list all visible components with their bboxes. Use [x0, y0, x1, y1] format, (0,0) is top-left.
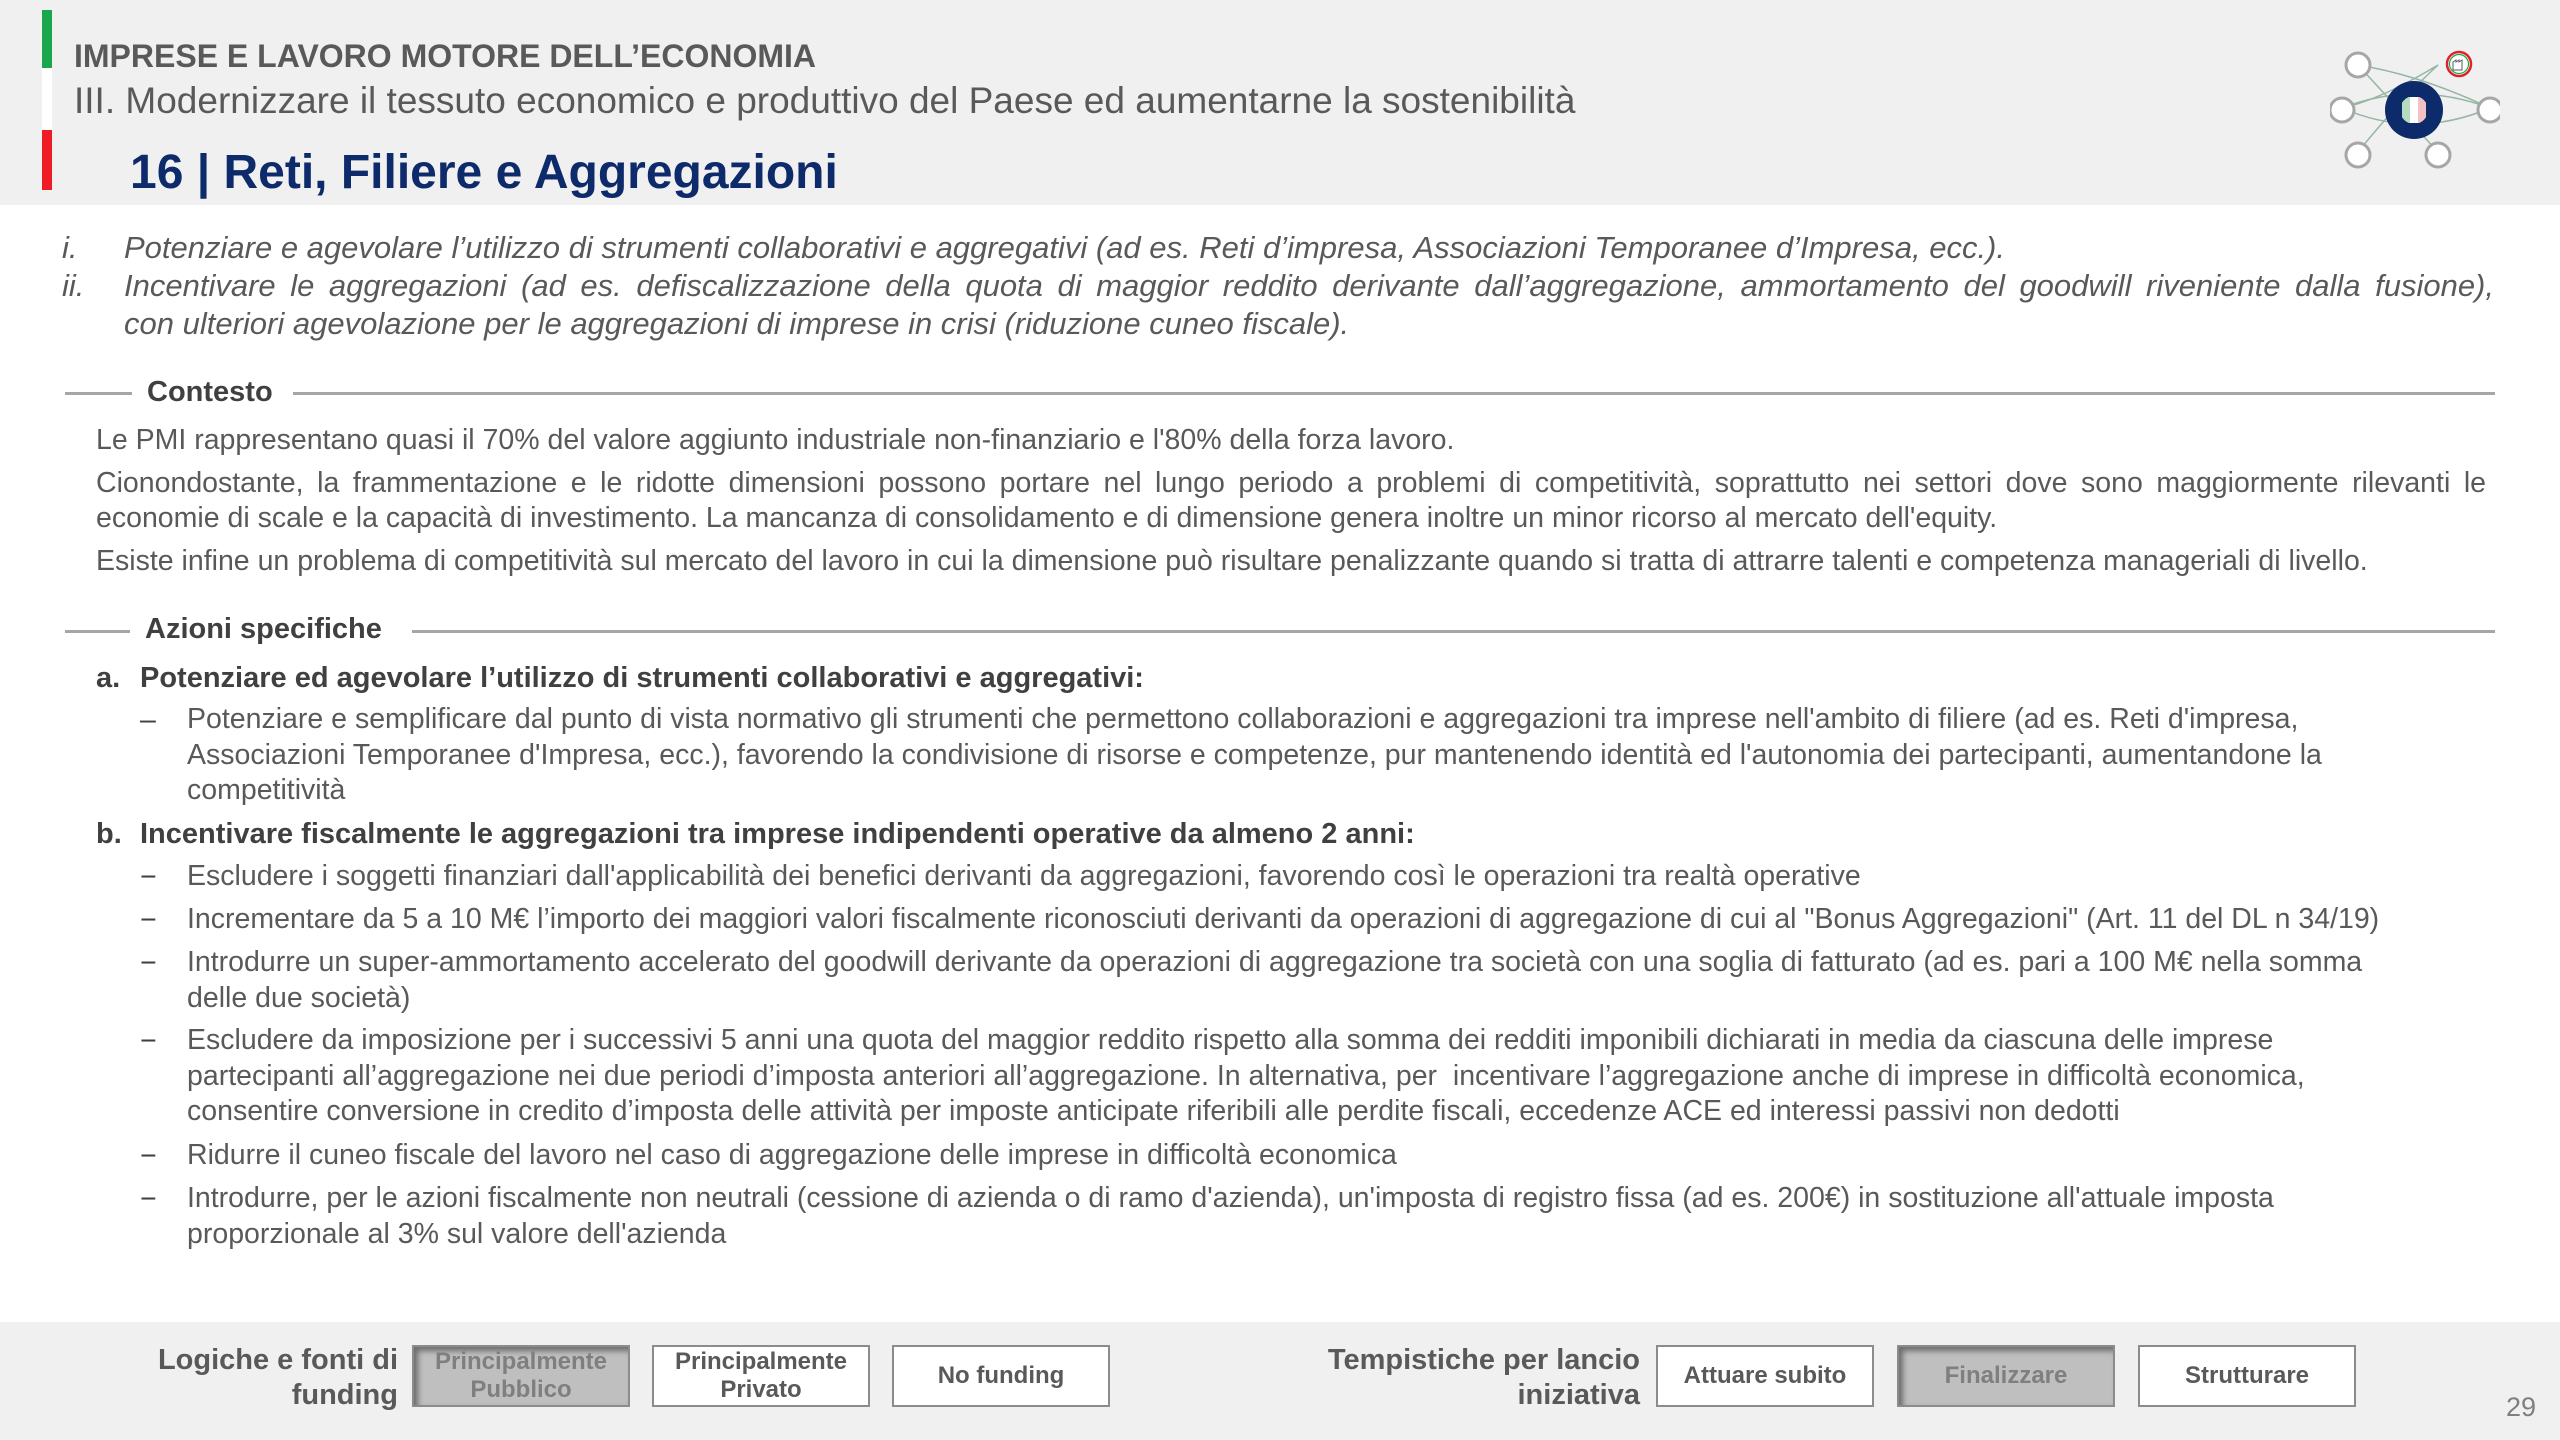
objective-number: ii.	[62, 268, 85, 303]
network-node	[2330, 98, 2354, 122]
page-number: 29	[2506, 1392, 2537, 1422]
action-item	[187, 1023, 2487, 1130]
objective-text-continued: con ulteriori agevolazione per le aggregazioni di imprese in crisi (riduzione cuneo fiscale).	[124, 306, 1350, 341]
option-label: Attuare subito	[1683, 1362, 1847, 1389]
flag-stripe-red	[42, 130, 52, 190]
action-item-line: Ridurre il cuneo fiscale del lavoro nel caso di aggregazione delle imprese in difficoltà economica	[187, 1139, 1397, 1171]
dash-bullet: −	[140, 1140, 157, 1172]
section-divider	[65, 630, 2495, 633]
timing-label-line: iniziativa	[1517, 1379, 1640, 1411]
action-item	[187, 1181, 2487, 1252]
timing-option-finalizzare[interactable]	[1897, 1345, 2115, 1407]
option-label: No funding	[937, 1362, 1065, 1389]
option-label: Strutturare	[2184, 1362, 2310, 1389]
action-item-line: competitività	[187, 774, 346, 806]
objective-text: Potenziare e agevolare l’utilizzo di strumenti collaborativi e aggregativi (ad es. Reti d’impresa, Associazioni Temporanee d’Impresa, ecc.).	[124, 230, 2005, 265]
action-item-line: consentire conversione in credito d’imposta delle attività per imposte anticipate riferibili alle perdite fiscali, eccedenze ACE ed interessi passivi non dedotti	[187, 1095, 2120, 1127]
timing-label-line: Tempistiche per lancio	[1327, 1344, 1640, 1376]
action-item-line: Associazioni Temporanee d'Impresa, ecc.), favorendo la condivisione di risorse e competenze, pur mantenendo identità ed l'autonomia dei partecipanti, aumentandone la	[187, 738, 2322, 771]
section-subtitle: III. Modernizzare il tessuto economico e produttivo del Paese ed aumentarne la sostenibilità	[74, 80, 1576, 121]
action-item-line: delle due società)	[187, 981, 411, 1014]
section-divider	[65, 392, 2495, 395]
action-letter: a.	[96, 662, 121, 694]
network-node	[2346, 53, 2370, 77]
option-label-line: Principalmente	[434, 1348, 608, 1375]
factory-node	[2447, 52, 2471, 76]
action-item-line: Escludere da imposizione per i successivi 5 anni una quota del maggior reddito rispetto alla somma dei redditi imponibili dichiarati in media da ciascuna delle imprese	[187, 1024, 2274, 1056]
section-heading-azioni: Azioni specifiche	[130, 613, 412, 646]
option-label-line: Principalmente	[674, 1348, 848, 1375]
action-item	[187, 702, 2487, 809]
network-node	[2478, 98, 2500, 122]
action-item-line: Introdurre, per le azioni fiscalmente non neutrali (cessione di azienda o di ramo d'azienda), un'imposta di registro fissa (ad es. 200€) in sostituzione all'attuale imposta	[187, 1182, 2274, 1214]
action-item-line: Escludere i soggetti finanziari dall'applicabilità dei benefici derivanti da aggregazioni, favorendo così le operazioni tra realtà operative	[187, 860, 1861, 892]
action-item-line: Incrementare da 5 a 10 M€ l’importo dei maggiori valori fiscalmente riconosciuti derivanti da operazioni di aggregazione di cui al "Bonus Aggregazioni" (Art. 11 del DL n 34/19)	[187, 903, 2380, 935]
section-heading-contesto: Contesto	[132, 376, 293, 409]
action-item-line: Potenziare e semplificare dal punto di vista normativo gli strumenti che permettono collaborazioni e aggregazioni tra imprese nell'ambito di filiere (ad es. Reti d'impresa,	[187, 703, 2299, 735]
action-letter: b.	[96, 818, 122, 850]
option-label-line: Privato	[720, 1376, 802, 1403]
timing-option-attuare-subito[interactable]	[1656, 1345, 1874, 1407]
action-heading: Incentivare fiscalmente le aggregazioni tra imprese indipendenti operative da almeno 2 anni:	[140, 818, 1415, 850]
option-label: Finalizzare	[1944, 1362, 2068, 1389]
dash-bullet: −	[140, 1025, 157, 1057]
funding-label-line: Logiche e fonti di	[157, 1344, 398, 1376]
funding-option-no-funding[interactable]	[892, 1345, 1110, 1407]
option-label-line: Pubblico	[470, 1376, 572, 1403]
action-item-line: Introdurre un super-ammortamento accelerato del goodwill derivante da operazioni di aggregazione tra società con una soglia di fatturato (ad es. pari a 100 M€ nella somma	[187, 946, 2363, 978]
dash-bullet: −	[140, 904, 157, 936]
funding-option-pubblico[interactable]	[412, 1345, 630, 1407]
dash-bullet: −	[140, 1183, 157, 1215]
flag-stripe-green	[42, 10, 52, 68]
funding-label-line: funding	[291, 1379, 398, 1411]
timing-option-strutturare[interactable]	[2138, 1345, 2356, 1407]
chapter-title: IMPRESE E LAVORO MOTORE DELL’ECONOMIA	[74, 38, 816, 74]
page-title: 16 | Reti, Filiere e Aggregazioni	[130, 146, 838, 199]
dash-bullet: −	[140, 861, 157, 893]
objective-text: Incentivare le aggregazioni (ad es. defiscalizzazione della quota di maggior reddito derivante dall’aggregazione, ammortamento del goodwill riveniente dalla fusione),	[124, 268, 2494, 303]
objective-number: i.	[62, 230, 78, 265]
action-item	[187, 1138, 2487, 1174]
action-item	[187, 859, 2487, 895]
context-paragraph: Cionondostante, la frammentazione e le ridotte dimensioni possono portare nel lungo periodo a problemi di competitività, soprattutto nei settori dove sono maggiormente rilevanti le	[96, 467, 2486, 499]
action-heading: Potenziare ed agevolare l’utilizzo di strumenti collaborativi e aggregativi:	[140, 662, 1144, 694]
context-paragraph: Esiste infine un problema di competitività sul mercato del lavoro in cui la dimensione può risultare penalizzante quando si tratta di attrarre talenti e competenza manageriali di livello.	[96, 545, 2368, 577]
action-item	[187, 945, 2487, 1016]
network-node	[2426, 143, 2450, 167]
context-paragraph: Le PMI rappresentano quasi il 70% del valore aggiunto industriale non-finanziario e l'80% della forza lavoro.	[96, 424, 1455, 456]
timing-label	[1300, 1343, 1640, 1413]
action-item	[187, 902, 2487, 938]
funding-label	[140, 1343, 398, 1413]
network-factory-icon	[2330, 40, 2500, 180]
flag-stripe-white	[42, 68, 52, 130]
context-paragraph-continued: economie di scale e la capacità di investimento. La mancanza di consolidamento e di dimensione genera inoltre un minor ricorso al mercato dell'equity.	[96, 502, 1998, 534]
dash-bullet: −	[140, 947, 157, 979]
action-item-line: partecipanti all’aggregazione nei due periodi d’imposta anteriori all’aggregazione. In alternativa, per incentivare l’aggregazione anche di imprese in difficoltà economica,	[187, 1059, 2305, 1092]
network-node	[2346, 143, 2370, 167]
funding-option-privato[interactable]	[652, 1345, 870, 1407]
dash-bullet: –	[140, 704, 156, 736]
action-item-line: proporzionale al 3% sul valore dell'azienda	[187, 1217, 727, 1250]
